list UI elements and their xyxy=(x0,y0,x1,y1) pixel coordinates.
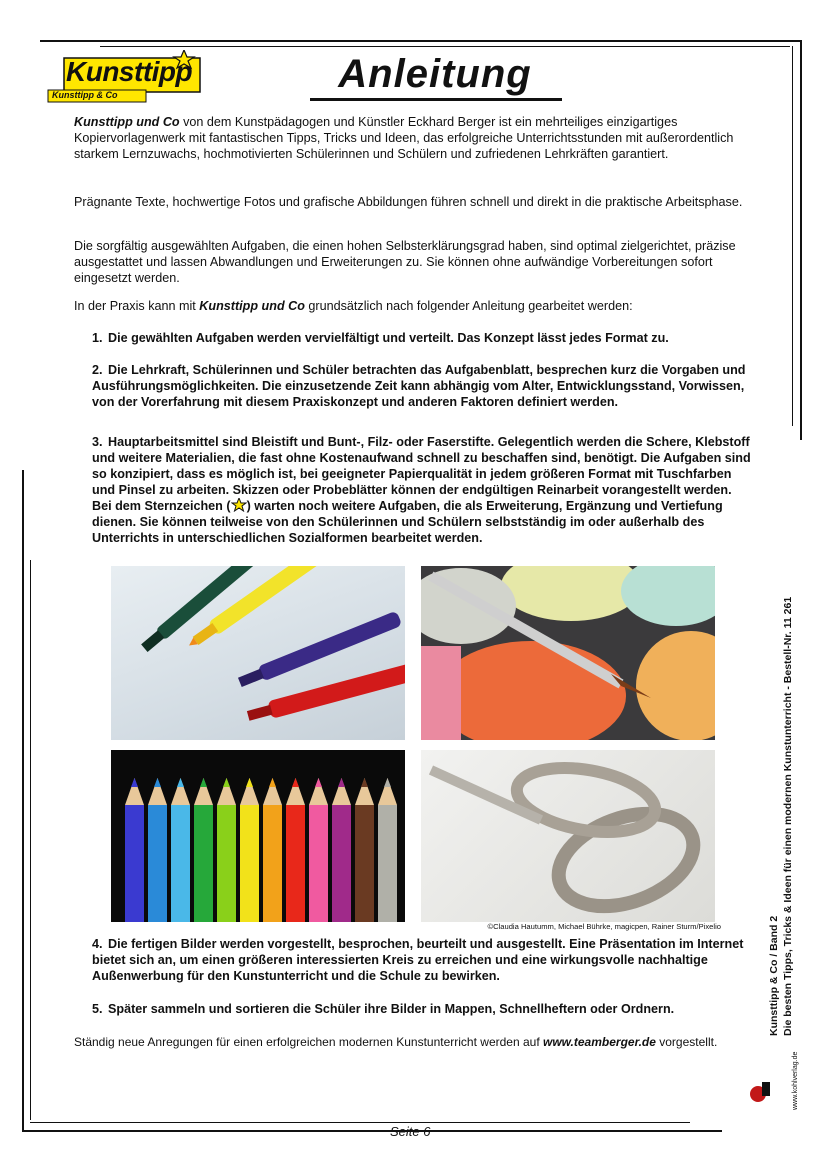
step-number: 2. xyxy=(92,363,103,377)
frame-bottom-line-2 xyxy=(30,1122,690,1123)
frame-left-line-2 xyxy=(30,560,31,1120)
publisher-logo-icon xyxy=(748,1080,772,1104)
pencil-lead xyxy=(200,778,207,787)
pencil-lead xyxy=(177,778,184,787)
pencil-body xyxy=(286,805,305,922)
photo-watercolors xyxy=(421,566,715,740)
page-title: Anleitung xyxy=(338,52,532,96)
step-2 xyxy=(92,362,752,410)
photo-scissors xyxy=(421,750,715,922)
frame-top-line xyxy=(40,40,800,42)
frame-right-line-2 xyxy=(792,46,793,426)
pencil-body xyxy=(355,805,374,922)
page-number: Seite 6 xyxy=(390,1124,431,1139)
publisher-logo xyxy=(748,1080,772,1104)
star-icon xyxy=(231,498,247,512)
step-text: Die gewählten Aufgaben werden vervielfältigt und verteilt. Das Konzept lässt jedes Format zu. xyxy=(108,331,669,345)
intro-text-1: von dem Kunstpädagogen und Künstler Eckhard Berger ist ein mehrteiliges einzigartiges Kopiervorlagenwerk mit fantastischen Tipps, Tricks und Ideen, das erfolgreiche Unterrichtsstunden mit außerordentlich starkem Lernzuwachs, hochmotivierten Schülerinnen und Schülern und zufriedenen Lehrkräften garantiert. xyxy=(74,115,734,161)
logo-subtext: Kunsttipp & Co xyxy=(52,90,118,100)
title-underline xyxy=(310,98,562,101)
photo-colored-pencils xyxy=(111,750,405,922)
step-1 xyxy=(92,330,752,346)
pencil-lead xyxy=(384,778,391,787)
publisher-site: www.kohlverlag.de xyxy=(792,1051,799,1110)
pencil-body xyxy=(125,805,144,922)
pencil-body xyxy=(309,805,328,922)
step-5 xyxy=(92,1001,752,1017)
intro-paragraph-4 xyxy=(74,298,744,314)
photo-credit: ©Claudia Hautumm, Michael Bührke, magicpen, Rainer Sturm/Pixelio xyxy=(487,922,721,931)
step-3-star-note xyxy=(76,498,752,546)
pencil-lead xyxy=(246,778,253,787)
step-number: 5. xyxy=(92,1002,103,1016)
pencil-lead xyxy=(223,778,230,787)
intro-paragraph-1 xyxy=(74,114,744,162)
pencil-lead xyxy=(292,778,299,787)
pencil-body xyxy=(240,805,259,922)
brand-name-2: Kunsttipp und Co xyxy=(199,299,305,313)
step-number: 1. xyxy=(92,331,103,345)
step-4 xyxy=(92,936,752,984)
intro-text-4-post: grundsätzlich nach folgender Anleitung gearbeitet werden: xyxy=(304,299,633,313)
brand-name: Kunsttipp und Co xyxy=(74,115,180,129)
pencil-lead xyxy=(131,778,138,787)
frame-bottom-line xyxy=(22,1130,722,1132)
step-3 xyxy=(92,434,752,546)
pencil-body xyxy=(148,805,167,922)
pencil-lead xyxy=(315,778,322,787)
pencil-lead xyxy=(154,778,161,787)
star-note-post: ) warten noch weitere Aufgaben, die als Erweiterung, Ergänzung und Vertiefung dienen. Sie können teilweise von den Schülerinnen und Schülern selbstständig im oder außerhalb des Unterrichts in unterschiedlichen Sozialformen bearbeitet werden. xyxy=(92,499,723,545)
side-series-label: Kunsttipp & Co / Band 2 xyxy=(768,915,780,1036)
pencil-body xyxy=(217,805,236,922)
pencil-lead xyxy=(269,778,276,787)
website-link[interactable]: www.teamberger.de xyxy=(542,1035,656,1049)
intro-paragraph-2: Prägnante Texte, hochwertige Fotos und grafische Abbildungen führen schnell und direkt in die praktische Arbeitsphase. xyxy=(74,195,743,209)
step-text: Hauptarbeitsmittel sind Bleistift und Bunt-, Filz- oder Faserstifte. Gelegentlich werden die Schere, Klebstoff und weitere Materialien, die fast ohne Kostenaufwand schnell zu beschaffen sind, benötigt. Die Aufgaben sind so konzipiert, dass es möglich ist, bei geeigneter Papierqualität in jedem größeren Format mit Tuschfarben und Pinsel zu arbeiten. Skizzen oder Probeblätter können der endgültigen Reinarbeit vorangestellt werden. xyxy=(92,435,751,497)
footer-post: vorgestellt. xyxy=(655,1035,718,1049)
step-text: Die fertigen Bilder werden vorgestellt, besprochen, beurteilt und ausgestellt. Eine Präsentation im Internet bietet sich an, um einen größeren interessierten Kreis zu erreichen und eine wirkungsvolle nachhaltige Außenwerbung für den Kunstunterricht und die Schule zu bewirken. xyxy=(92,937,744,983)
star-note-pre: Bei dem Sternzeichen ( xyxy=(92,499,231,513)
footer-pre: Ständig neue Anregungen für einen erfolgreichen modernen Kunstunterricht werden auf xyxy=(74,1035,543,1049)
logo-text: Kunsttipp xyxy=(66,56,193,87)
pencil-body xyxy=(378,805,397,922)
pencil-lead xyxy=(338,778,345,787)
pencil-body xyxy=(263,805,282,922)
side-series-subtitle: Die besten Tipps, Tricks & Ideen für einen modernen Kunstunterricht - Bestell-Nr. 11 261 xyxy=(782,596,794,1036)
step-text: Später sammeln und sortieren die Schüler ihre Bilder in Mappen, Schnellheftern oder Ordnern. xyxy=(108,1002,675,1016)
pencil-lead xyxy=(361,778,368,787)
pencil-body xyxy=(332,805,351,922)
frame-left-line xyxy=(22,470,24,1130)
frame-right-line xyxy=(800,40,802,440)
step-number: 3. xyxy=(92,435,103,449)
step-text: Die Lehrkraft, Schülerinnen und Schüler betrachten das Aufgabenblatt, besprechen kurz die Vorgaben und Ausführungsmöglichkeiten. Die einzusetzende Zeit kann abhängig vom Alter, Entwicklungsstand, Vorwissen, von der Vorerfahrung mit diesem Praxiskonzept und anderen Faktoren definiert werden. xyxy=(92,363,746,409)
step-number: 4. xyxy=(92,937,103,951)
pencil-body xyxy=(171,805,190,922)
kunsttipp-logo xyxy=(46,50,206,110)
intro-paragraph-3: Die sorgfältig ausgewählten Aufgaben, die einen hohen Selbsterklärungsgrad haben, sind optimal zielgerichtet, präzise ausgestattet und lassen Abwandlungen und Erweiterungen zu. Sie können ohne aufwändige Vorbereitungen sofort eingesetzt werden. xyxy=(74,239,736,285)
footer-note xyxy=(74,1034,744,1050)
frame-top-line-2 xyxy=(100,46,790,47)
intro-text-4-pre: In der Praxis kann mit xyxy=(74,299,200,313)
pencil-body xyxy=(194,805,213,922)
photo-felt-pens xyxy=(111,566,405,740)
